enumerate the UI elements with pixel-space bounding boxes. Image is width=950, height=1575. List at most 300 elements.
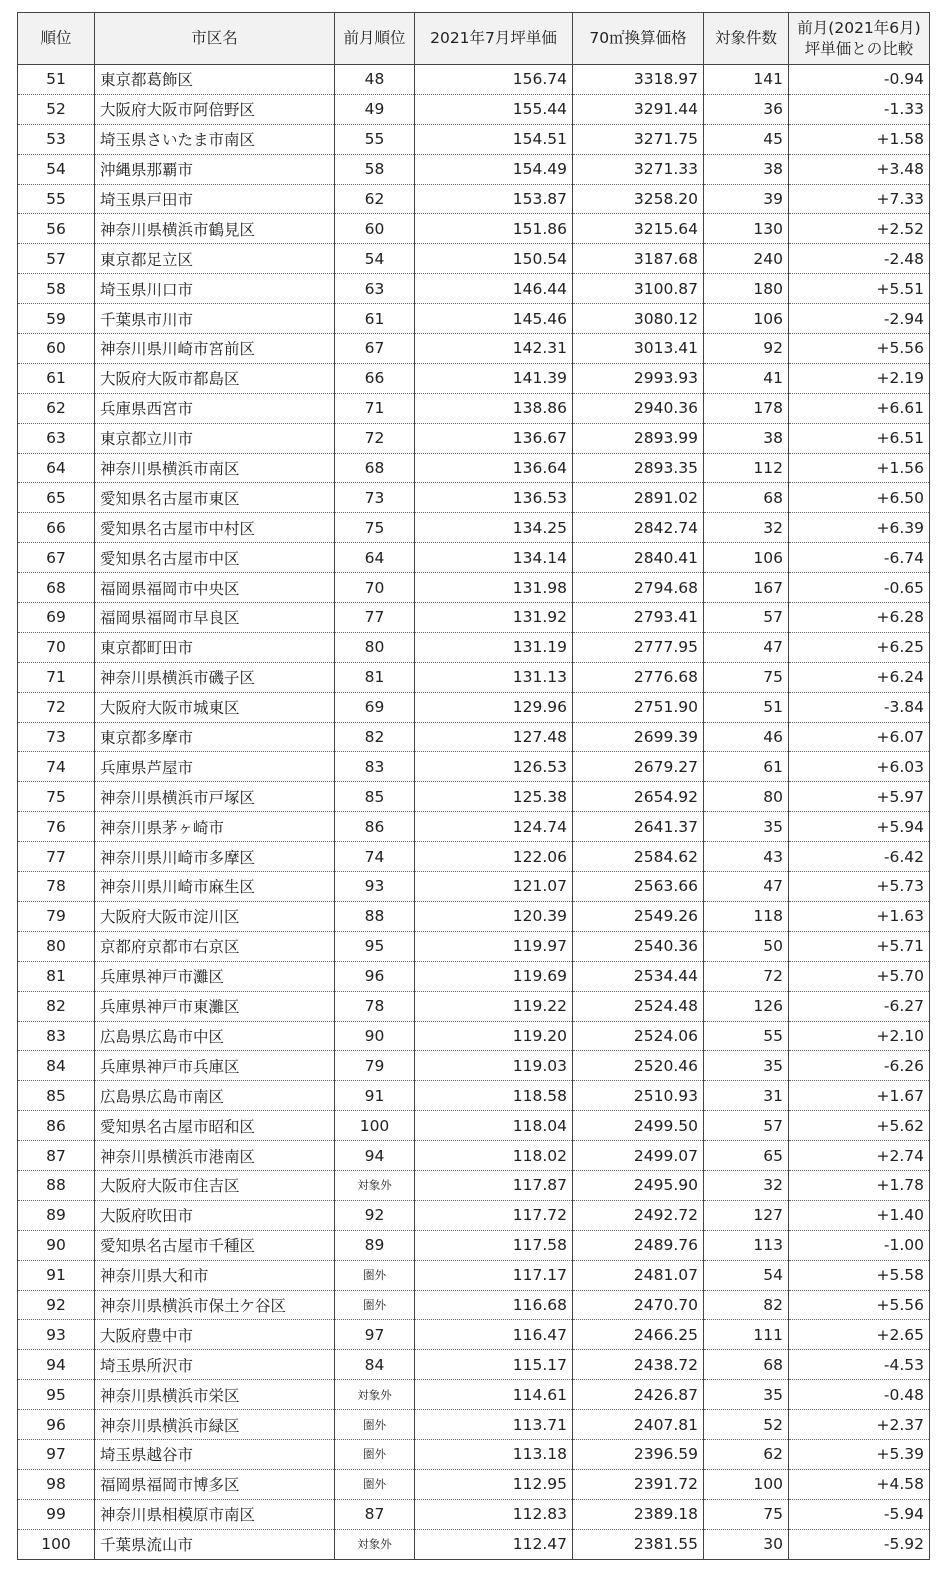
cell-count: 32 <box>704 513 789 543</box>
cell-rank: 82 <box>18 991 95 1021</box>
cell-price-70m2: 2794.68 <box>573 573 704 603</box>
cell-rank: 80 <box>18 931 95 961</box>
cell-price-70m2: 3013.41 <box>573 334 704 364</box>
cell-price-70m2: 2940.36 <box>573 393 704 423</box>
cell-city: 大阪府大阪市都島区 <box>95 363 335 393</box>
cell-count: 35 <box>704 812 789 842</box>
cell-diff: +5.51 <box>789 274 930 304</box>
cell-prev-rank: 71 <box>335 393 415 423</box>
cell-tsubo-price: 118.58 <box>415 1081 573 1111</box>
table-row <box>18 752 930 782</box>
cell-count: 126 <box>704 991 789 1021</box>
cell-city: 大阪府大阪市城東区 <box>95 692 335 722</box>
header-rank: 順位 <box>18 13 95 65</box>
cell-prev-rank: 58 <box>335 154 415 184</box>
cell-city: 愛知県名古屋市東区 <box>95 483 335 513</box>
cell-prev-rank: 82 <box>335 722 415 752</box>
cell-rank: 85 <box>18 1081 95 1111</box>
cell-prev-rank: 81 <box>335 662 415 692</box>
cell-price-70m2: 2641.37 <box>573 812 704 842</box>
cell-price-70m2: 2466.25 <box>573 1320 704 1350</box>
table-body <box>18 65 930 1560</box>
cell-count: 32 <box>704 1170 789 1200</box>
cell-price-70m2: 3291.44 <box>573 94 704 124</box>
cell-tsubo-price: 119.69 <box>415 961 573 991</box>
cell-city: 東京都立川市 <box>95 423 335 453</box>
table-row <box>18 991 930 1021</box>
cell-count: 106 <box>704 304 789 334</box>
cell-prev-rank: 64 <box>335 543 415 573</box>
cell-price-70m2: 2793.41 <box>573 603 704 633</box>
cell-tsubo-price: 138.86 <box>415 393 573 423</box>
cell-price-70m2: 2993.93 <box>573 363 704 393</box>
cell-tsubo-price: 120.39 <box>415 901 573 931</box>
cell-diff: -6.74 <box>789 543 930 573</box>
cell-tsubo-price: 131.13 <box>415 662 573 692</box>
cell-diff: +5.97 <box>789 782 930 812</box>
table-row <box>18 1320 930 1350</box>
cell-rank: 51 <box>18 65 95 95</box>
cell-count: 39 <box>704 184 789 214</box>
cell-tsubo-price: 117.58 <box>415 1230 573 1260</box>
table-row <box>18 513 930 543</box>
table-row <box>18 334 930 364</box>
cell-tsubo-price: 131.98 <box>415 573 573 603</box>
cell-price-70m2: 2893.35 <box>573 453 704 483</box>
cell-price-70m2: 2489.76 <box>573 1230 704 1260</box>
cell-price-70m2: 2499.50 <box>573 1111 704 1141</box>
cell-city: 埼玉県所沢市 <box>95 1350 335 1380</box>
cell-city: 神奈川県相模原市南区 <box>95 1499 335 1529</box>
cell-tsubo-price: 119.22 <box>415 991 573 1021</box>
table-row <box>18 1499 930 1529</box>
cell-prev-rank: 対象外 <box>335 1529 415 1559</box>
cell-rank: 94 <box>18 1350 95 1380</box>
cell-diff: +5.71 <box>789 931 930 961</box>
cell-city: 大阪府吹田市 <box>95 1200 335 1230</box>
cell-tsubo-price: 127.48 <box>415 722 573 752</box>
table-row <box>18 1380 930 1410</box>
cell-prev-rank: 圏外 <box>335 1439 415 1469</box>
cell-prev-rank: 96 <box>335 961 415 991</box>
cell-tsubo-price: 117.87 <box>415 1170 573 1200</box>
cell-count: 47 <box>704 632 789 662</box>
cell-count: 68 <box>704 1350 789 1380</box>
cell-tsubo-price: 134.14 <box>415 543 573 573</box>
cell-rank: 79 <box>18 901 95 931</box>
cell-rank: 70 <box>18 632 95 662</box>
cell-rank: 78 <box>18 872 95 902</box>
cell-tsubo-price: 131.92 <box>415 603 573 633</box>
cell-tsubo-price: 136.67 <box>415 423 573 453</box>
cell-prev-rank: 66 <box>335 363 415 393</box>
cell-rank: 83 <box>18 1021 95 1051</box>
table-row <box>18 603 930 633</box>
cell-rank: 61 <box>18 363 95 393</box>
cell-tsubo-price: 118.02 <box>415 1141 573 1171</box>
table-row <box>18 94 930 124</box>
cell-diff: +6.28 <box>789 603 930 633</box>
cell-city: 大阪府豊中市 <box>95 1320 335 1350</box>
cell-count: 127 <box>704 1200 789 1230</box>
cell-price-70m2: 2426.87 <box>573 1380 704 1410</box>
table-row <box>18 124 930 154</box>
cell-city: 東京都町田市 <box>95 632 335 662</box>
cell-city: 兵庫県西宮市 <box>95 393 335 423</box>
cell-price-70m2: 2520.46 <box>573 1051 704 1081</box>
cell-count: 92 <box>704 334 789 364</box>
cell-count: 46 <box>704 722 789 752</box>
cell-rank: 76 <box>18 812 95 842</box>
cell-rank: 63 <box>18 423 95 453</box>
cell-prev-rank: 対象外 <box>335 1170 415 1200</box>
cell-prev-rank: 49 <box>335 94 415 124</box>
cell-city: 広島県広島市南区 <box>95 1081 335 1111</box>
table-row <box>18 363 930 393</box>
cell-diff: +5.70 <box>789 961 930 991</box>
cell-count: 36 <box>704 94 789 124</box>
cell-diff: +5.56 <box>789 1290 930 1320</box>
table-row <box>18 632 930 662</box>
cell-city: 神奈川県大和市 <box>95 1260 335 1290</box>
cell-count: 62 <box>704 1439 789 1469</box>
cell-rank: 72 <box>18 692 95 722</box>
cell-rank: 52 <box>18 94 95 124</box>
cell-price-70m2: 2699.39 <box>573 722 704 752</box>
cell-diff: +5.56 <box>789 334 930 364</box>
cell-city: 福岡県福岡市博多区 <box>95 1469 335 1499</box>
cell-city: 兵庫県芦屋市 <box>95 752 335 782</box>
cell-rank: 56 <box>18 214 95 244</box>
cell-count: 45 <box>704 124 789 154</box>
cell-tsubo-price: 145.46 <box>415 304 573 334</box>
cell-diff: +6.25 <box>789 632 930 662</box>
cell-diff: +6.51 <box>789 423 930 453</box>
cell-price-70m2: 2470.70 <box>573 1290 704 1320</box>
cell-price-70m2: 3100.87 <box>573 274 704 304</box>
cell-city: 京都府京都市右京区 <box>95 931 335 961</box>
cell-city: 愛知県名古屋市中区 <box>95 543 335 573</box>
cell-price-70m2: 2584.62 <box>573 842 704 872</box>
cell-diff: +6.50 <box>789 483 930 513</box>
cell-count: 111 <box>704 1320 789 1350</box>
ranking-table-container <box>17 12 930 1560</box>
cell-prev-rank: 60 <box>335 214 415 244</box>
cell-diff: +2.74 <box>789 1141 930 1171</box>
table-row <box>18 722 930 752</box>
cell-city: 大阪府大阪市阿倍野区 <box>95 94 335 124</box>
table-row <box>18 423 930 453</box>
cell-prev-rank: 74 <box>335 842 415 872</box>
table-row <box>18 304 930 334</box>
cell-city: 埼玉県戸田市 <box>95 184 335 214</box>
cell-prev-rank: 86 <box>335 812 415 842</box>
cell-rank: 93 <box>18 1320 95 1350</box>
cell-rank: 59 <box>18 304 95 334</box>
table-row <box>18 154 930 184</box>
table-row <box>18 1290 930 1320</box>
cell-count: 47 <box>704 872 789 902</box>
cell-city: 神奈川県横浜市緑区 <box>95 1410 335 1440</box>
cell-count: 61 <box>704 752 789 782</box>
cell-price-70m2: 2679.27 <box>573 752 704 782</box>
cell-tsubo-price: 129.96 <box>415 692 573 722</box>
cell-prev-rank: 63 <box>335 274 415 304</box>
cell-diff: +1.56 <box>789 453 930 483</box>
cell-price-70m2: 3187.68 <box>573 244 704 274</box>
cell-count: 130 <box>704 214 789 244</box>
cell-city: 神奈川県横浜市磯子区 <box>95 662 335 692</box>
cell-price-70m2: 2492.72 <box>573 1200 704 1230</box>
cell-diff: -0.94 <box>789 65 930 95</box>
cell-city: 神奈川県横浜市南区 <box>95 453 335 483</box>
cell-diff: +5.94 <box>789 812 930 842</box>
cell-diff: +5.73 <box>789 872 930 902</box>
cell-city: 兵庫県神戸市東灘区 <box>95 991 335 1021</box>
cell-prev-rank: 73 <box>335 483 415 513</box>
cell-tsubo-price: 154.51 <box>415 124 573 154</box>
cell-diff: +1.63 <box>789 901 930 931</box>
cell-tsubo-price: 118.04 <box>415 1111 573 1141</box>
cell-diff: -2.48 <box>789 244 930 274</box>
cell-tsubo-price: 155.44 <box>415 94 573 124</box>
table-row <box>18 692 930 722</box>
table-row <box>18 662 930 692</box>
cell-tsubo-price: 131.19 <box>415 632 573 662</box>
cell-tsubo-price: 141.39 <box>415 363 573 393</box>
cell-rank: 54 <box>18 154 95 184</box>
cell-diff: -6.42 <box>789 842 930 872</box>
cell-tsubo-price: 116.68 <box>415 1290 573 1320</box>
cell-prev-rank: 72 <box>335 423 415 453</box>
header-count: 対象件数 <box>704 13 789 65</box>
cell-tsubo-price: 119.20 <box>415 1021 573 1051</box>
cell-count: 38 <box>704 423 789 453</box>
cell-prev-rank: 85 <box>335 782 415 812</box>
cell-prev-rank: 90 <box>335 1021 415 1051</box>
cell-count: 180 <box>704 274 789 304</box>
cell-tsubo-price: 115.17 <box>415 1350 573 1380</box>
cell-city: 神奈川県横浜市港南区 <box>95 1141 335 1171</box>
cell-tsubo-price: 112.47 <box>415 1529 573 1559</box>
cell-rank: 60 <box>18 334 95 364</box>
cell-count: 30 <box>704 1529 789 1559</box>
cell-city: 大阪府大阪市住吉区 <box>95 1170 335 1200</box>
table-row <box>18 901 930 931</box>
cell-diff: +4.58 <box>789 1469 930 1499</box>
cell-count: 35 <box>704 1051 789 1081</box>
cell-count: 35 <box>704 1380 789 1410</box>
cell-rank: 57 <box>18 244 95 274</box>
cell-tsubo-price: 153.87 <box>415 184 573 214</box>
cell-count: 54 <box>704 1260 789 1290</box>
cell-count: 57 <box>704 603 789 633</box>
cell-price-70m2: 2563.66 <box>573 872 704 902</box>
table-row <box>18 214 930 244</box>
table-row <box>18 1141 930 1171</box>
cell-diff: +3.48 <box>789 154 930 184</box>
cell-count: 75 <box>704 662 789 692</box>
cell-rank: 90 <box>18 1230 95 1260</box>
cell-diff: +5.62 <box>789 1111 930 1141</box>
cell-diff: +1.67 <box>789 1081 930 1111</box>
cell-tsubo-price: 136.64 <box>415 453 573 483</box>
cell-diff: -1.33 <box>789 94 930 124</box>
cell-diff: +2.19 <box>789 363 930 393</box>
cell-prev-rank: 圏外 <box>335 1469 415 1499</box>
table-row <box>18 393 930 423</box>
cell-diff: +2.52 <box>789 214 930 244</box>
cell-price-70m2: 3258.20 <box>573 184 704 214</box>
cell-price-70m2: 2893.99 <box>573 423 704 453</box>
cell-rank: 58 <box>18 274 95 304</box>
cell-rank: 68 <box>18 573 95 603</box>
cell-price-70m2: 2751.90 <box>573 692 704 722</box>
cell-rank: 53 <box>18 124 95 154</box>
cell-rank: 98 <box>18 1469 95 1499</box>
header-comparison <box>789 13 930 65</box>
header-70m2-price: 70㎡換算価格 <box>573 13 704 65</box>
table-row <box>18 184 930 214</box>
cell-count: 106 <box>704 543 789 573</box>
cell-tsubo-price: 156.74 <box>415 65 573 95</box>
cell-city: 福岡県福岡市早良区 <box>95 603 335 633</box>
cell-diff: +2.10 <box>789 1021 930 1051</box>
cell-city: 東京都多摩市 <box>95 722 335 752</box>
table-row <box>18 1350 930 1380</box>
cell-diff: -5.92 <box>789 1529 930 1559</box>
cell-tsubo-price: 113.71 <box>415 1410 573 1440</box>
cell-rank: 97 <box>18 1439 95 1469</box>
table-row <box>18 1170 930 1200</box>
cell-price-70m2: 2776.68 <box>573 662 704 692</box>
cell-rank: 96 <box>18 1410 95 1440</box>
cell-count: 113 <box>704 1230 789 1260</box>
cell-count: 178 <box>704 393 789 423</box>
cell-prev-rank: 89 <box>335 1230 415 1260</box>
cell-diff: -4.53 <box>789 1350 930 1380</box>
table-row <box>18 483 930 513</box>
table-row <box>18 1439 930 1469</box>
cell-price-70m2: 2438.72 <box>573 1350 704 1380</box>
cell-prev-rank: 79 <box>335 1051 415 1081</box>
table-row <box>18 1051 930 1081</box>
cell-tsubo-price: 136.53 <box>415 483 573 513</box>
cell-diff: +1.58 <box>789 124 930 154</box>
cell-city: 埼玉県川口市 <box>95 274 335 304</box>
cell-price-70m2: 2510.93 <box>573 1081 704 1111</box>
cell-price-70m2: 3080.12 <box>573 304 704 334</box>
header-comparison-line2: 坪単価との比較 <box>804 39 914 58</box>
cell-city: 神奈川県川崎市宮前区 <box>95 334 335 364</box>
cell-diff: +5.58 <box>789 1260 930 1290</box>
cell-price-70m2: 3271.75 <box>573 124 704 154</box>
cell-city: 神奈川県横浜市戸塚区 <box>95 782 335 812</box>
cell-prev-rank: 61 <box>335 304 415 334</box>
cell-tsubo-price: 134.25 <box>415 513 573 543</box>
cell-count: 57 <box>704 1111 789 1141</box>
cell-prev-rank: 圏外 <box>335 1260 415 1290</box>
table-row <box>18 1230 930 1260</box>
cell-diff: +7.33 <box>789 184 930 214</box>
cell-prev-rank: 68 <box>335 453 415 483</box>
table-row <box>18 1200 930 1230</box>
cell-tsubo-price: 114.61 <box>415 1380 573 1410</box>
cell-rank: 88 <box>18 1170 95 1200</box>
cell-tsubo-price: 125.38 <box>415 782 573 812</box>
cell-count: 68 <box>704 483 789 513</box>
cell-city: 愛知県名古屋市中村区 <box>95 513 335 543</box>
cell-city: 神奈川県茅ヶ崎市 <box>95 812 335 842</box>
cell-prev-rank: 93 <box>335 872 415 902</box>
cell-tsubo-price: 146.44 <box>415 274 573 304</box>
table-row <box>18 453 930 483</box>
cell-diff: +6.03 <box>789 752 930 782</box>
table-row <box>18 573 930 603</box>
cell-rank: 64 <box>18 453 95 483</box>
cell-price-70m2: 2540.36 <box>573 931 704 961</box>
cell-prev-rank: 69 <box>335 692 415 722</box>
header-prev-rank: 前月順位 <box>335 13 415 65</box>
cell-price-70m2: 2396.59 <box>573 1439 704 1469</box>
cell-tsubo-price: 113.18 <box>415 1439 573 1469</box>
cell-price-70m2: 2481.07 <box>573 1260 704 1290</box>
cell-price-70m2: 2842.74 <box>573 513 704 543</box>
cell-diff: +6.61 <box>789 393 930 423</box>
cell-tsubo-price: 142.31 <box>415 334 573 364</box>
cell-price-70m2: 3215.64 <box>573 214 704 244</box>
cell-city: 神奈川県横浜市鶴見区 <box>95 214 335 244</box>
cell-rank: 55 <box>18 184 95 214</box>
cell-count: 55 <box>704 1021 789 1051</box>
cell-diff: -1.00 <box>789 1230 930 1260</box>
cell-count: 43 <box>704 842 789 872</box>
cell-price-70m2: 2407.81 <box>573 1410 704 1440</box>
cell-rank: 91 <box>18 1260 95 1290</box>
cell-prev-rank: 圏外 <box>335 1290 415 1320</box>
cell-count: 65 <box>704 1141 789 1171</box>
cell-city: 神奈川県川崎市麻生区 <box>95 872 335 902</box>
cell-prev-rank: 48 <box>335 65 415 95</box>
cell-tsubo-price: 119.97 <box>415 931 573 961</box>
cell-prev-rank: 62 <box>335 184 415 214</box>
cell-price-70m2: 2391.72 <box>573 1469 704 1499</box>
cell-price-70m2: 2891.02 <box>573 483 704 513</box>
cell-rank: 84 <box>18 1051 95 1081</box>
cell-price-70m2: 2499.07 <box>573 1141 704 1171</box>
cell-diff: +1.40 <box>789 1200 930 1230</box>
table-row <box>18 1410 930 1440</box>
cell-prev-rank: 95 <box>335 931 415 961</box>
cell-diff: +6.07 <box>789 722 930 752</box>
cell-rank: 71 <box>18 662 95 692</box>
cell-tsubo-price: 126.53 <box>415 752 573 782</box>
cell-prev-rank: 圏外 <box>335 1410 415 1440</box>
cell-count: 51 <box>704 692 789 722</box>
cell-city: 広島県広島市中区 <box>95 1021 335 1051</box>
cell-diff: -0.48 <box>789 1380 930 1410</box>
cell-rank: 69 <box>18 603 95 633</box>
cell-city: 千葉県市川市 <box>95 304 335 334</box>
cell-diff: -0.65 <box>789 573 930 603</box>
table-row <box>18 1529 930 1559</box>
table-row <box>18 961 930 991</box>
cell-price-70m2: 3318.97 <box>573 65 704 95</box>
cell-tsubo-price: 122.06 <box>415 842 573 872</box>
cell-city: 愛知県名古屋市昭和区 <box>95 1111 335 1141</box>
table-row <box>18 1260 930 1290</box>
cell-tsubo-price: 119.03 <box>415 1051 573 1081</box>
